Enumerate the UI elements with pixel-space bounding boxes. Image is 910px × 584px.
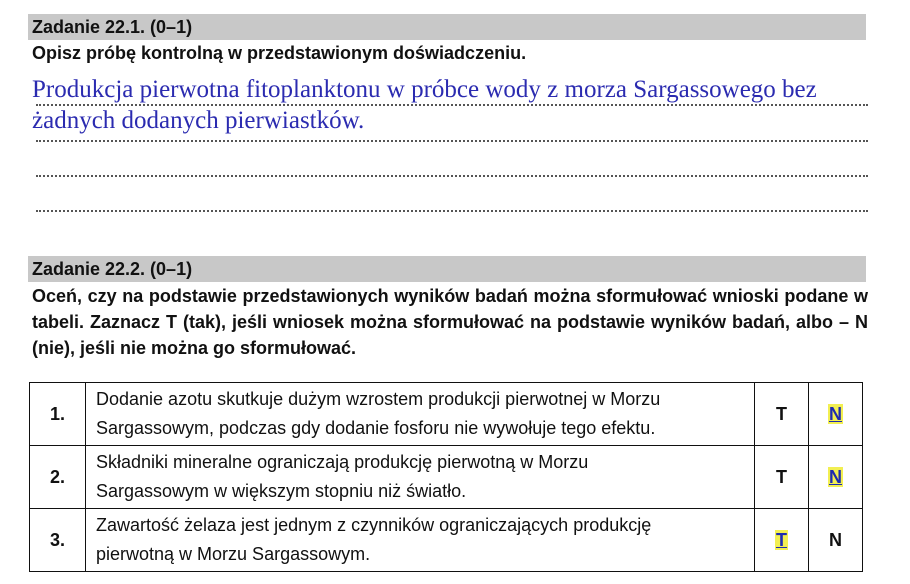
task-22-1-title: Zadanie 22.1. (0–1) (28, 14, 866, 40)
option-t-label: T (776, 466, 787, 487)
answer-dotted-line-3 (36, 175, 868, 177)
statement-line: Dodanie azotu skutkuje dużym wzrostem produkcji pierwotnej w Morzu (96, 389, 661, 409)
row-number: 1. (30, 383, 86, 446)
option-t[interactable] (755, 383, 809, 446)
true-false-table (29, 382, 863, 572)
answer-dotted-line-2 (36, 140, 868, 142)
statement-line: Sargassowym w większym stopniu niż światło. (96, 481, 467, 501)
answer-line-1: Produkcja pierwotna fitoplanktonu w próbce wody z morza Sargassowego bez (32, 76, 817, 103)
table-row (30, 509, 863, 572)
option-n[interactable] (809, 446, 863, 509)
task-22-2-instruction: Oceń, czy na podstawie przedstawionych wyników badań można sformułować wnioski podane w tabeli. Zaznacz T (tak), jeśli wniosek można sformułować na podstawie wyników badań, albo – N (nie), jeśli nie można go sformułować. (32, 286, 868, 358)
task-22-1-instruction: Opisz próbę kontrolną w przedstawionym doświadczeniu. (32, 43, 527, 63)
option-t[interactable] (755, 446, 809, 509)
option-n[interactable] (809, 509, 863, 572)
row-number: 3. (30, 509, 86, 572)
statement (86, 446, 755, 509)
statement-line: Zawartość żelaza jest jednym z czynników ograniczających produkcję (96, 515, 652, 535)
option-n-label: N (829, 529, 842, 550)
handwritten-answer (32, 74, 872, 136)
option-n[interactable] (809, 383, 863, 446)
statement-line: Sargassowym, podczas gdy dodanie fosforu nie wywołuje tego efektu. (96, 418, 656, 438)
option-t-selected: T (776, 529, 787, 550)
statement (86, 383, 755, 446)
table-row (30, 446, 863, 509)
row-number: 2. (30, 446, 86, 509)
option-t[interactable] (755, 509, 809, 572)
table-row (30, 383, 863, 446)
statement-line: pierwotną w Morzu Sargassowym. (96, 544, 371, 564)
option-t-label: T (776, 403, 787, 424)
statement (86, 509, 755, 572)
statement-line: Składniki mineralne ograniczają produkcję pierwotną w Morzu (96, 452, 589, 472)
option-n-selected: N (829, 466, 842, 487)
answer-line-2: żadnych dodanych pierwiastków. (32, 107, 365, 134)
task-22-2-title: Zadanie 22.2. (0–1) (28, 256, 866, 282)
option-n-selected: N (829, 403, 842, 424)
answer-dotted-line-4 (36, 210, 868, 212)
